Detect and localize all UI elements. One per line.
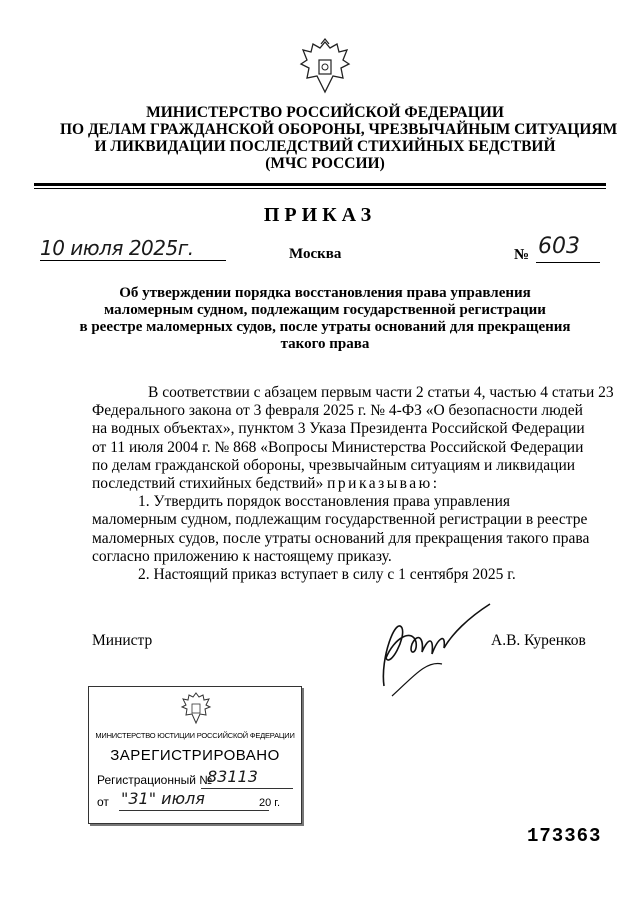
- stamp-year: 20 г.: [259, 797, 281, 809]
- stamp-date-label: от: [97, 795, 109, 809]
- ministry-line: ПО ДЕЛАМ ГРАЖДАНСКОЙ ОБОРОНЫ, ЧРЕЗВЫЧАЙНЫМ СИТУАЦИЯМ: [60, 121, 618, 138]
- body-line: Федерального закона от 3 февраля 2025 г. № 4-ФЗ «О безопасности людей: [92, 402, 583, 420]
- subject-line: Об утверждении порядка восстановления права управления: [119, 285, 531, 301]
- stamp-date-handwritten: "31" июля: [121, 789, 205, 808]
- header-divider-thin: [34, 188, 606, 189]
- body-line: на водных объектах», пунктом 3 Указа Президента Российской Федерации: [92, 420, 585, 438]
- registration-stamp: [88, 686, 302, 824]
- stamp-number-underline: [201, 788, 293, 789]
- body-line: последствий стихийных бедствий»: [92, 475, 324, 493]
- order-number-handwritten: 603: [538, 234, 580, 259]
- body-line: по делам гражданской обороны, чрезвычайным ситуациям и ликвидации: [92, 456, 576, 474]
- item-1-line: маломерным судном, подлежащим государственной регистрации в реестре: [92, 511, 588, 529]
- body-line: В соответствии с абзацем первым части 2 статьи 4, частью 4 статьи 23: [148, 384, 614, 401]
- stamp-registered: ЗАРЕГИСТРИРОВАНО: [110, 747, 280, 764]
- ministry-line: (МЧС РОССИИ): [265, 155, 385, 172]
- minister-signature-icon: [372, 598, 502, 708]
- stamp-number-handwritten: 83113: [207, 767, 258, 786]
- order-city: Москва: [289, 246, 342, 262]
- coat-of-arms-emblem-icon: [297, 38, 353, 96]
- registration-code: 173363: [527, 825, 602, 847]
- ministry-line: И ЛИКВИДАЦИИ ПОСЛЕДСТВИЙ СТИХИЙНЫХ БЕДСТВИЙ: [94, 138, 556, 155]
- minister-position: Министр: [92, 632, 153, 649]
- ministry-header: [60, 104, 618, 172]
- order-subject: [70, 285, 580, 353]
- body-line-last: [92, 475, 606, 493]
- stamp-number-label: Регистрационный №: [97, 773, 213, 787]
- ministry-line: МИНИСТЕРСТВО РОССИЙСКОЙ ФЕДЕРАЦИИ: [146, 104, 504, 121]
- item-1-line: 1. Утвердить порядок восстановления права управления: [138, 493, 510, 511]
- order-number-underline: [536, 262, 600, 263]
- order-date-underline: [40, 260, 226, 261]
- body-line: от 11 июля 2004 г. № 868 «Вопросы Министерства Российской Федерации: [92, 438, 584, 456]
- stamp-organization: МИНИСТЕРСТВО ЮСТИЦИИ РОССИЙСКОЙ ФЕДЕРАЦИИ: [95, 731, 295, 740]
- order-body: [92, 384, 614, 584]
- stamp-date-underline: [119, 810, 269, 811]
- stamp-coat-of-arms-icon: [179, 691, 213, 725]
- order-title: ПРИКАЗ: [263, 204, 377, 226]
- subject-line: маломерным судном, подлежащим государственной регистрации: [104, 302, 546, 318]
- item-1-line: согласно приложению к настоящему приказу.: [92, 547, 392, 565]
- item-1-line: маломерных судов, после утраты оснований для прекращения такого права: [92, 529, 590, 547]
- order-date-handwritten: 10 июля 2025г.: [40, 236, 194, 260]
- subject-line: в реестре маломерных судов, после утраты оснований для прекращения: [79, 319, 571, 335]
- header-divider-thick: [34, 183, 606, 186]
- order-word: приказываю:: [327, 475, 440, 493]
- item-2-line: 2. Настоящий приказ вступает в силу с 1 сентября 2025 г.: [138, 566, 516, 584]
- subject-line: такого права: [280, 336, 370, 352]
- minister-name: А.В. Куренков: [491, 632, 586, 649]
- order-number-sign: №: [514, 247, 530, 263]
